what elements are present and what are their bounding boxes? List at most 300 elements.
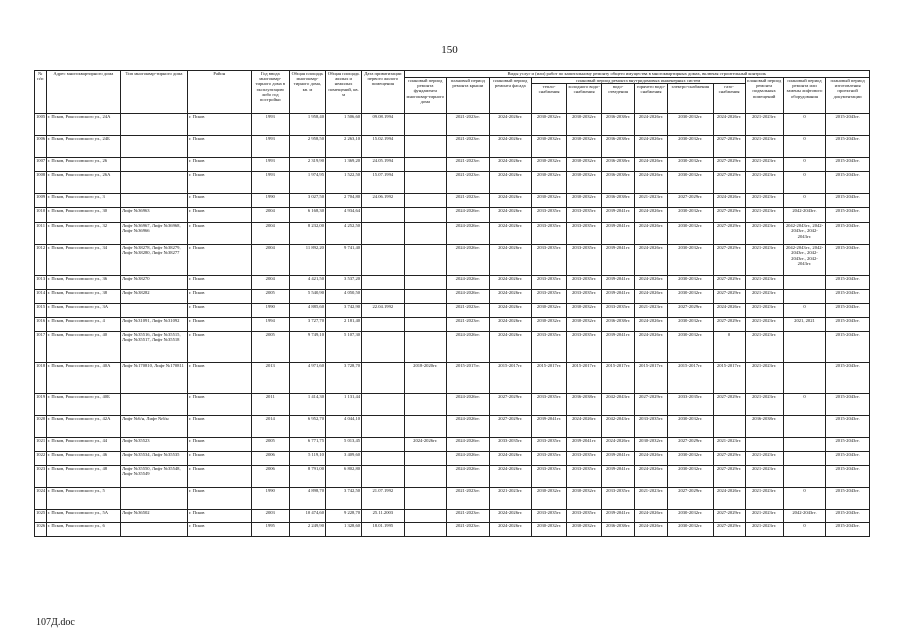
cell-fund <box>404 223 446 245</box>
cell-drain: 2036-2038гг. <box>602 194 635 208</box>
cell-elec: 2030-2032гг. <box>667 290 713 304</box>
cell-fund <box>404 208 446 223</box>
cell-priv <box>362 363 404 394</box>
cell-type <box>121 394 188 416</box>
cell-n: 1026 <box>35 523 47 537</box>
cell-hot: 2024-2026гг. <box>635 332 668 363</box>
cell-docs: 2015-2043гг. <box>826 290 870 304</box>
cell-docs: 2015-2043гг. <box>826 523 870 537</box>
cell-lift <box>783 332 825 363</box>
header-year: Год ввода многоквар-тирного дома в эксплуатацию либо год постройки <box>251 71 289 114</box>
cell-addr: г. Псков, Рокоссовского ул., 5А <box>46 510 120 523</box>
cell-drain: 2039-2041гг. <box>602 466 635 488</box>
cell-hot: 2024-2026гг. <box>635 208 668 223</box>
cell-total: 3 027,50 <box>289 194 325 208</box>
cell-addr: г. Псков, Рокоссовского ул., 34 <box>46 245 120 276</box>
cell-hot: 2030-2032гг. <box>635 438 668 452</box>
cell-addr: г. Псков, Рокоссовского ул., 6 <box>46 523 120 537</box>
cell-total: 5 119,10 <box>289 452 325 466</box>
cell-n: 1006 <box>35 136 47 158</box>
cell-base: 2021-2023гг. <box>745 363 783 394</box>
cell-year: 2004 <box>251 223 289 245</box>
table-row <box>35 114 870 136</box>
cell-cold: 2039-2041гг. <box>567 438 602 452</box>
cell-roof: 2024-2026гг. <box>447 290 489 304</box>
cell-addr: г. Псков, Рокоссовского ул., 24А <box>46 114 120 136</box>
cell-cold: 2030-2032гг. <box>567 136 602 158</box>
cell-fund <box>404 466 446 488</box>
cell-roof: 2021-2023гг. <box>447 136 489 158</box>
table-row <box>35 452 870 466</box>
cell-type: Лифт №35523 <box>121 438 188 452</box>
cell-gas: 2027-2029гг. <box>713 223 745 245</box>
cell-fund: 2018-2020гг. <box>404 363 446 394</box>
cell-type: Лифт №36967, Лифт №36968, Лифт №36966 <box>121 223 188 245</box>
cell-roof: 2024-2026гг. <box>447 208 489 223</box>
cell-lift <box>783 452 825 466</box>
cell-elec: 2030-2032гг. <box>667 172 713 194</box>
cell-cold: 2033-2035гг. <box>567 208 602 223</box>
cell-drain: 2042-2043гг. <box>602 394 635 416</box>
table-row <box>35 290 870 304</box>
cell-gas: 2027-2029гг. <box>713 318 745 332</box>
cell-roof: 2021-2023гг. <box>447 523 489 537</box>
cell-lift: 0 <box>783 136 825 158</box>
cell-addr: г. Псков, Рокоссовского ул., 5 <box>46 488 120 510</box>
cell-addr: г. Псков, Рокоссовского ул., 42А <box>46 416 120 438</box>
cell-docs: 2015-2043гг. <box>826 158 870 172</box>
cell-elec: 2030-2032гг. <box>667 332 713 363</box>
cell-fund <box>404 158 446 172</box>
table-row <box>35 394 870 416</box>
cell-res: 1 328,60 <box>325 523 361 537</box>
cell-priv <box>362 394 404 416</box>
cell-docs: 2015-2043гг. <box>826 488 870 510</box>
cell-n: 1011 <box>35 223 47 245</box>
header-cold: холодного водо-снабжения <box>567 84 602 114</box>
table-row <box>35 136 870 158</box>
cell-hot: 2024-2026гг. <box>635 466 668 488</box>
cell-docs: 2015-2043гг. <box>826 114 870 136</box>
cell-fund <box>404 290 446 304</box>
table-body <box>35 114 870 537</box>
cell-n: 1007 <box>35 158 47 172</box>
cell-res: 2 181,40 <box>325 318 361 332</box>
cell-base: 2021-2023гг. <box>745 304 783 318</box>
cell-lift: 0 <box>783 158 825 172</box>
cell-gas: 2024-2026гг. <box>713 304 745 318</box>
header-lift: плановый период ремонта или замены лифтового оборудования <box>783 78 825 114</box>
cell-roof: 2021-2023гг. <box>447 304 489 318</box>
cell-gas: 2015-2017гг. <box>713 363 745 394</box>
cell-dist: г. Псков <box>187 208 251 223</box>
cell-base: 2021-2023гг. <box>745 523 783 537</box>
cell-total: 1 414,30 <box>289 394 325 416</box>
cell-gas: 2027-2029гг. <box>713 290 745 304</box>
cell-n: 1020 <box>35 416 47 438</box>
cell-total: 5 540,90 <box>289 290 325 304</box>
cell-res: 2 704,80 <box>325 194 361 208</box>
cell-drain: 2039-2041гг. <box>602 332 635 363</box>
cell-fac: 2024-2026гг. <box>489 332 531 363</box>
cell-dist: г. Псков <box>187 416 251 438</box>
cell-cold: 2033-2035гг. <box>567 276 602 290</box>
cell-drain: 2036-2038гг. <box>602 523 635 537</box>
cell-res: 3 742,90 <box>325 304 361 318</box>
cell-heat: 2030-2032гг. <box>532 304 567 318</box>
cell-n: 1009 <box>35 194 47 208</box>
cell-fund <box>404 136 446 158</box>
cell-dist: г. Псков <box>187 290 251 304</box>
cell-res: 9 228,70 <box>325 510 361 523</box>
cell-drain: 2039-2041гг. <box>602 510 635 523</box>
cell-res: 1 522,50 <box>325 172 361 194</box>
cell-dist: г. Псков <box>187 114 251 136</box>
cell-type: Лифт №31091, Лифт №31092 <box>121 318 188 332</box>
cell-fund <box>404 523 446 537</box>
cell-cold: 2030-2032гг. <box>567 172 602 194</box>
cell-type <box>121 304 188 318</box>
cell-n: 1017 <box>35 332 47 363</box>
cell-fund <box>404 172 446 194</box>
cell-heat: 2030-2032гг. <box>532 114 567 136</box>
cell-cold: 2030-2032гг. <box>567 304 602 318</box>
cell-res: 5 107,30 <box>325 332 361 363</box>
cell-fac: 2024-2026гг. <box>489 172 531 194</box>
cell-fund <box>404 416 446 438</box>
cell-fund <box>404 276 446 290</box>
cell-year: 2004 <box>251 276 289 290</box>
cell-n: 1024 <box>35 488 47 510</box>
cell-type: Лифт №35550, Лифт №35548, Лифт №35549 <box>121 466 188 488</box>
cell-lift: 2021, 2021 <box>783 318 825 332</box>
cell-dist: г. Псков <box>187 523 251 537</box>
header-facade: плановый период ремонта фасада <box>489 78 531 114</box>
table-row <box>35 510 870 523</box>
cell-n: 1014 <box>35 290 47 304</box>
cell-total: 2 249,90 <box>289 523 325 537</box>
table-row <box>35 276 870 290</box>
cell-base: 2021-2023гг. <box>745 194 783 208</box>
cell-addr: г. Псков, Рокоссовского ул., 26 <box>46 158 120 172</box>
footer-filename: 107Д.doc <box>36 617 75 628</box>
cell-dist: г. Псков <box>187 363 251 394</box>
cell-priv: 22.04.1992 <box>362 304 404 318</box>
cell-docs: 2015-2043гг. <box>826 194 870 208</box>
cell-base: 2021-2023гг. <box>745 466 783 488</box>
cell-n: 1021 <box>35 438 47 452</box>
cell-dist: г. Псков <box>187 510 251 523</box>
cell-total: 4 885,60 <box>289 304 325 318</box>
cell-total: 6 168,30 <box>289 208 325 223</box>
table-row <box>35 208 870 223</box>
cell-priv: 25.11.2003 <box>362 510 404 523</box>
cell-elec: 2030-2032гг. <box>667 158 713 172</box>
table-row <box>35 523 870 537</box>
cell-cold: 2036-2038гг. <box>567 394 602 416</box>
cell-fac: 2024-2026гг. <box>489 510 531 523</box>
cell-docs: 2015-2043гг. <box>826 332 870 363</box>
cell-elec: 2027-2029гг. <box>667 488 713 510</box>
cell-type <box>121 194 188 208</box>
cell-total: 2 319,90 <box>289 158 325 172</box>
cell-docs: 2015-2043гг. <box>826 136 870 158</box>
cell-lift <box>783 438 825 452</box>
header-hot: горячего водо-снабжения <box>635 84 668 114</box>
cell-total: 11 892,20 <box>289 245 325 276</box>
cell-drain: 2015-2017гг. <box>602 363 635 394</box>
cell-elec: 2030-2032гг. <box>667 416 713 438</box>
cell-docs: 2015-2043гг. <box>826 363 870 394</box>
cell-res: 4 050,50 <box>325 290 361 304</box>
cell-year: 2006 <box>251 466 289 488</box>
cell-dist: г. Псков <box>187 194 251 208</box>
cell-docs: 2015-2043гг. <box>826 466 870 488</box>
cell-fac: 2024-2026гг. <box>489 276 531 290</box>
cell-hot: 2024-2026гг. <box>635 318 668 332</box>
cell-lift: 2042-2043гг., 2042-2043гг., 2042-2043гг., 2042-2043гг. <box>783 245 825 276</box>
cell-roof: 2021-2023гг. <box>447 158 489 172</box>
header-num: № п/п <box>35 71 47 114</box>
cell-res: 1 369,20 <box>325 158 361 172</box>
cell-lift: 0 <box>783 304 825 318</box>
header-type: Тип многоквар-тирного дома <box>121 71 188 114</box>
cell-drain: 2036-2038гг. <box>602 136 635 158</box>
cell-hot: 2024-2026гг. <box>635 223 668 245</box>
cell-cold: 2033-2035гг. <box>567 223 602 245</box>
cell-roof: 2021-2023гг. <box>447 194 489 208</box>
cell-total: 4 971,60 <box>289 363 325 394</box>
cell-dist: г. Псков <box>187 245 251 276</box>
cell-res: 9 741,40 <box>325 245 361 276</box>
cell-elec: 2030-2032гг. <box>667 510 713 523</box>
cell-priv: 09.08.1994 <box>362 114 404 136</box>
cell-fund <box>404 452 446 466</box>
cell-hot: 2024-2026гг. <box>635 158 668 172</box>
cell-total: 8 791,00 <box>289 466 325 488</box>
cell-n: 1018 <box>35 363 47 394</box>
cell-fac: 2024-2026гг. <box>489 290 531 304</box>
cell-type <box>121 172 188 194</box>
cell-lift <box>783 276 825 290</box>
cell-elec: 2027-2029гг. <box>667 194 713 208</box>
cell-type: Лифт №170810, Лифт №170811 <box>121 363 188 394</box>
table-row <box>35 158 870 172</box>
cell-hot: 2021-2023гг. <box>635 194 668 208</box>
cell-hot: 2033-2035гг. <box>635 416 668 438</box>
cell-heat: 2030-2032гг. <box>532 194 567 208</box>
cell-roof: 2024-2026гг. <box>447 245 489 276</box>
cell-hot: 2024-2026гг. <box>635 290 668 304</box>
table-row <box>35 488 870 510</box>
header-systems: плановый период ремонта внутридомовых инженерных систем <box>532 78 745 84</box>
cell-lift: 0 <box>783 394 825 416</box>
cell-docs: 2015-2043гг. <box>826 452 870 466</box>
cell-roof: 2024-2026гг. <box>447 276 489 290</box>
cell-elec: 2030-2032гг. <box>667 114 713 136</box>
cell-res: 2 263,10 <box>325 136 361 158</box>
cell-base: 2021-2023гг. <box>745 276 783 290</box>
cell-base: 2021-2023гг. <box>745 208 783 223</box>
cell-res: 3 742,50 <box>325 488 361 510</box>
cell-fac: 2024-2026гг. <box>489 466 531 488</box>
cell-type: Лифт №35534, Лифт №35535 <box>121 452 188 466</box>
table-row <box>35 466 870 488</box>
cell-gas: 2024-2026гг. <box>713 194 745 208</box>
header-elec: электро-снабжения <box>667 84 713 114</box>
cell-year: 1993 <box>251 136 289 158</box>
cell-addr: г. Псков, Рокоссовского ул., 26А <box>46 172 120 194</box>
cell-priv <box>362 332 404 363</box>
cell-dist: г. Псков <box>187 488 251 510</box>
cell-addr: г. Псков, Рокоссовского ул., 40А <box>46 363 120 394</box>
header-drain: водо-отведения <box>602 84 635 114</box>
cell-type: Лифт №6/н, Лифт №6/н <box>121 416 188 438</box>
cell-roof: 2021-2023гг. <box>447 318 489 332</box>
cell-roof: 2021-2023гг. <box>447 114 489 136</box>
cell-fac: 2027-2029гг. <box>489 394 531 416</box>
cell-priv <box>362 466 404 488</box>
cell-elec: 2030-2032гг. <box>667 466 713 488</box>
cell-base: 2021-2023гг. <box>745 223 783 245</box>
cell-base: 2021-2023гг. <box>745 245 783 276</box>
cell-docs: 2015-2043гг. <box>826 510 870 523</box>
cell-cold: 2024-2026гг. <box>567 416 602 438</box>
cell-drain: 2036-2038гг. <box>602 318 635 332</box>
cell-lift: 2042-2043гг. <box>783 208 825 223</box>
cell-heat: 2033-2035гг. <box>532 438 567 452</box>
cell-hot: 2024-2026гг. <box>635 523 668 537</box>
cell-gas: 0 <box>713 332 745 363</box>
cell-year: 2005 <box>251 332 289 363</box>
cell-elec: 2030-2032гг. <box>667 223 713 245</box>
cell-priv <box>362 452 404 466</box>
cell-heat: 2030-2032гг. <box>532 318 567 332</box>
cell-n: 1013 <box>35 276 47 290</box>
cell-cold: 2030-2032гг. <box>567 523 602 537</box>
cell-dist: г. Псков <box>187 466 251 488</box>
header-res-area: Общая площадь жилых и нежилых помещений, кв. м <box>325 71 361 114</box>
cell-gas: 2027-2029гг. <box>713 208 745 223</box>
cell-base: 2021-2023гг. <box>745 488 783 510</box>
cell-year: 2005 <box>251 290 289 304</box>
cell-docs: 2015-2043гг. <box>826 276 870 290</box>
cell-hot: 2024-2026гг. <box>635 172 668 194</box>
cell-year: 2003 <box>251 510 289 523</box>
cell-priv <box>362 208 404 223</box>
cell-drain: 2036-2038гг. <box>602 172 635 194</box>
cell-fund <box>404 488 446 510</box>
cell-dist: г. Псков <box>187 332 251 363</box>
table-row <box>35 318 870 332</box>
cell-total: 9 749,10 <box>289 332 325 363</box>
cell-gas <box>713 416 745 438</box>
cell-type <box>121 136 188 158</box>
cell-total: 4 898,70 <box>289 488 325 510</box>
cell-fac: 2024-2026гг. <box>489 114 531 136</box>
cell-fac: 2027-2029гг. <box>489 416 531 438</box>
cell-fund <box>404 245 446 276</box>
cell-hot: 2024-2026гг. <box>635 276 668 290</box>
cell-drain: 2024-2026гг. <box>602 438 635 452</box>
cell-res: 4 252,50 <box>325 223 361 245</box>
table-row <box>35 363 870 394</box>
cell-elec: 2015-2017гг. <box>667 363 713 394</box>
cell-year: 1993 <box>251 158 289 172</box>
cell-res: 4 934,64 <box>325 208 361 223</box>
cell-base: 2021-2023гг. <box>745 318 783 332</box>
cell-gas: 2027-2029гг. <box>713 245 745 276</box>
cell-priv: 15.02.1994 <box>362 136 404 158</box>
cell-fac: 2024-2026гг. <box>489 136 531 158</box>
table-row <box>35 245 870 276</box>
table-row <box>35 332 870 363</box>
cell-heat: 2033-2035гг. <box>532 394 567 416</box>
cell-roof: 2015-2017гг. <box>447 363 489 394</box>
header-address: Адрес многоквартирного дома <box>46 71 120 114</box>
cell-res: 3 728,70 <box>325 363 361 394</box>
cell-fund <box>404 318 446 332</box>
cell-priv: 24.06.1992 <box>362 194 404 208</box>
cell-res: 1 506,60 <box>325 114 361 136</box>
cell-dist: г. Псков <box>187 172 251 194</box>
cell-gas: 2027-2029гг. <box>713 172 745 194</box>
cell-addr: г. Псков, Рокоссовского ул., 46 <box>46 452 120 466</box>
cell-addr: г. Псков, Рокоссовского ул., 38 <box>46 290 120 304</box>
cell-year: 1994 <box>251 318 289 332</box>
cell-addr: г. Псков, Рокоссовского ул., 24Б <box>46 136 120 158</box>
cell-total: 2 958,50 <box>289 136 325 158</box>
cell-dist: г. Псков <box>187 158 251 172</box>
cell-res: 1 131,44 <box>325 394 361 416</box>
header-total-area: Общая площадь многоквар-тирного дома, кв. м <box>289 71 325 114</box>
cell-base: 2021-2023гг. <box>745 136 783 158</box>
cell-year: 1990 <box>251 488 289 510</box>
table-row <box>35 438 870 452</box>
cell-drain: 2036-2038гг. <box>602 114 635 136</box>
cell-roof: 2024-2026гг. <box>447 394 489 416</box>
cell-gas: 2027-2029гг. <box>713 510 745 523</box>
cell-n: 1019 <box>35 394 47 416</box>
cell-year: 1993 <box>251 114 289 136</box>
cell-addr: г. Псков, Рокоссовского ул., 36 <box>46 276 120 290</box>
cell-docs: 2015-2043гг. <box>826 318 870 332</box>
cell-year: 1990 <box>251 194 289 208</box>
cell-roof: 2021-2023гг. <box>447 510 489 523</box>
cell-total: 8 232,00 <box>289 223 325 245</box>
cell-cold: 2030-2032гг. <box>567 488 602 510</box>
cell-cold: 2030-2032гг. <box>567 194 602 208</box>
cell-addr: г. Псков, Рокоссовского ул., 30 <box>46 208 120 223</box>
cell-priv: 15.07.1994 <box>362 172 404 194</box>
cell-addr: г. Псков, Рокоссовского ул., 3А <box>46 304 120 318</box>
cell-n: 1010 <box>35 208 47 223</box>
cell-elec: 2030-2032гг. <box>667 136 713 158</box>
cell-drain: 2042-2043гг. <box>602 416 635 438</box>
cell-priv: 18.01.1995 <box>362 523 404 537</box>
cell-drain: 2039-2041гг. <box>602 276 635 290</box>
cell-fac: 2024-2026гг. <box>489 304 531 318</box>
cell-total: 1 958,40 <box>289 114 325 136</box>
cell-dist: г. Псков <box>187 318 251 332</box>
cell-lift: 0 <box>783 194 825 208</box>
cell-addr: г. Псков, Рокоссовского ул., 44 <box>46 438 120 452</box>
header-foundation: плановый период ремонта фундамента многоквар-тирного дома <box>404 78 446 114</box>
cell-addr: г. Псков, Рокоссовского ул., 40 <box>46 332 120 363</box>
cell-lift: 0 <box>783 114 825 136</box>
cell-year: 2004 <box>251 208 289 223</box>
cell-res: 3 537,20 <box>325 276 361 290</box>
